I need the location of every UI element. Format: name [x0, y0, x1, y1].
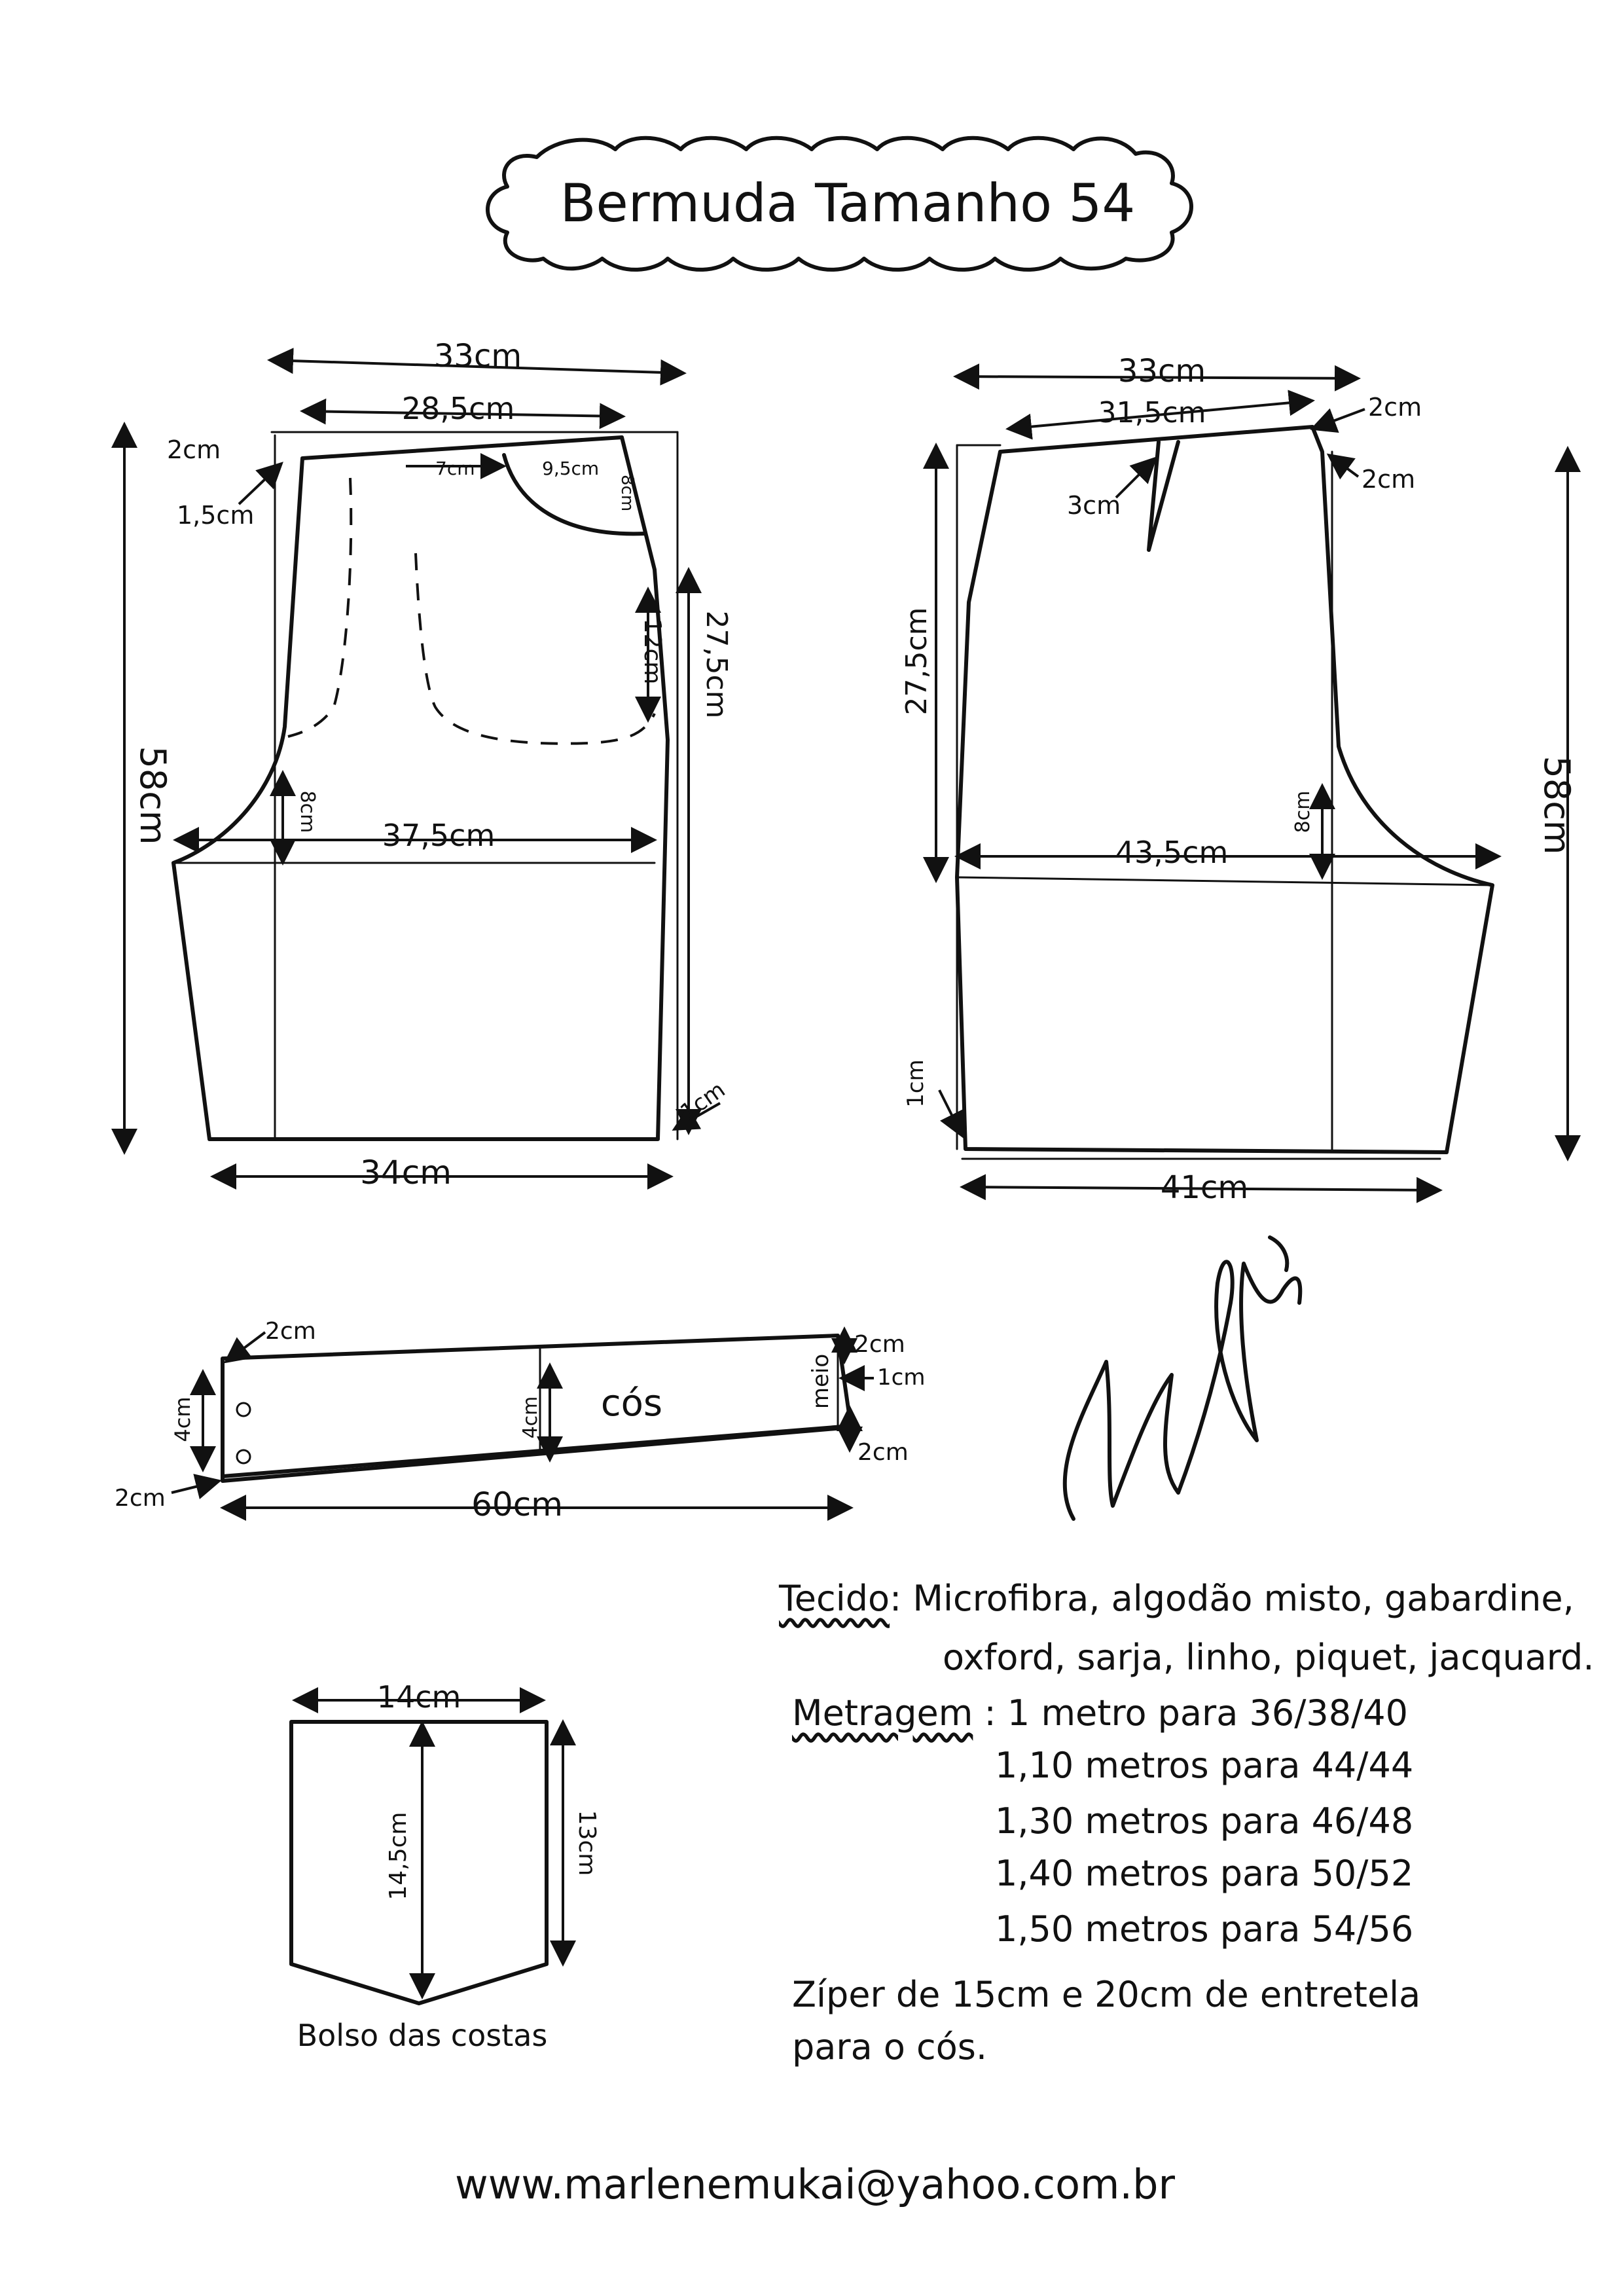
front-crotch-8cm-label: 8cm — [296, 790, 319, 833]
title-cloud — [488, 138, 1191, 270]
back-crotch-width-label: 43,5cm — [1115, 835, 1229, 870]
waistband-right-2cm-bottom-label: 2cm — [857, 1439, 909, 1466]
waistband-piece — [115, 1318, 925, 1523]
front-left-2cm-label: 2cm — [167, 435, 221, 464]
back-waist-width-label: 31,5cm — [1098, 396, 1206, 429]
back-height-58cm-label: 58cm — [1536, 756, 1578, 855]
back-piece-outline — [957, 427, 1492, 1152]
back-top-width-label: 33cm — [1117, 353, 1206, 390]
front-hem-1cm-label: 1cm — [676, 1076, 731, 1126]
front-pocket-bag-dashed — [416, 553, 655, 744]
back-hem-1cm-label: 1cm — [903, 1059, 929, 1108]
waistband-label: cós — [600, 1382, 663, 1425]
zipper-line-2: para o cós. — [792, 2026, 988, 2068]
back-crotch-line — [957, 877, 1492, 885]
front-crotch-width-label: 37,5cm — [382, 818, 496, 853]
waistband-right-2cm-top-label: 2cm — [854, 1331, 905, 1358]
back-side-27-5cm-label: 27,5cm — [900, 607, 933, 716]
front-height-58cm-label: 58cm — [132, 746, 173, 845]
waistband-length-label: 60cm — [471, 1485, 563, 1523]
signature — [1065, 1237, 1301, 1519]
front-left-1-5cm-label: 1,5cm — [177, 501, 255, 530]
front-top-width-label: 33cm — [433, 338, 522, 374]
zipper-line-1: Zíper de 15cm e 20cm de entretela — [792, 1974, 1421, 2015]
fabric-line-1: Tecido: Microfibra, algodão misto, gabardine, — [779, 1578, 1574, 1619]
waistband-center-4cm-label: 4cm — [519, 1396, 542, 1439]
yardage-item-5: 1,50 metros para 54/56 — [995, 1908, 1414, 1950]
front-side-27-5cm-label: 27,5cm — [700, 610, 733, 719]
back-dart-3cm-label: 3cm — [1067, 491, 1121, 520]
front-piece — [124, 338, 733, 1192]
back-pocket-width-label: 14cm — [376, 1679, 461, 1715]
waistband-middle-label: meio — [808, 1353, 834, 1410]
yardage-item-3: 1,30 metros para 46/48 — [995, 1800, 1414, 1842]
yardage-item-1: 1 metro para 36/38/40 — [1007, 1692, 1409, 1734]
fabric-list-1: Microfibra, algodão misto, gabardine, — [912, 1578, 1574, 1619]
front-fly-7cm-label: 7cm — [435, 458, 475, 479]
page-title: Bermuda Tamanho 54 — [560, 173, 1136, 234]
back-pocket-side-height-label: 13cm — [573, 1810, 600, 1876]
back-crotch-8cm-label: 8cm — [1291, 790, 1314, 833]
signature-scribble — [1065, 1262, 1301, 1519]
back-right-2cm-top-label: 2cm — [1368, 393, 1422, 422]
front-piece-outline — [173, 437, 668, 1139]
back-pocket-piece — [291, 1679, 600, 2053]
waistband-right-1cm-label: 1cm — [877, 1364, 926, 1391]
waistband-left-2cm-bottom-label: 2cm — [115, 1485, 166, 1512]
yardage-item-2: 1,10 metros para 44/44 — [995, 1745, 1414, 1786]
back-dart — [1149, 442, 1178, 550]
back-pocket-center-height-label: 14,5cm — [385, 1812, 412, 1901]
footer-email: www.marlenemukai@yahoo.com.br — [455, 2160, 1175, 2208]
back-hem-width-label: 41cm — [1160, 1169, 1249, 1206]
front-waist-width-label: 28,5cm — [401, 391, 515, 426]
waistband-button-top — [237, 1403, 250, 1416]
back-pocket-caption: Bolso das costas — [297, 2018, 548, 2053]
front-pocket-9-5cm-label: 9,5cm — [542, 458, 600, 479]
fabric-line-2: oxford, sarja, linho, piquet, jacquard. — [943, 1637, 1595, 1678]
yardage-item-4: 1,40 metros para 50/52 — [995, 1853, 1414, 1894]
back-right-2cm-label: 2cm — [1362, 465, 1416, 494]
waistband-left-2cm-top-label: 2cm — [265, 1318, 316, 1345]
waistband-button-bottom — [237, 1450, 250, 1463]
front-side-12cm-label: 12cm — [639, 618, 666, 685]
waistband-height-4cm-label: 4cm — [170, 1396, 195, 1442]
front-hem-width-label: 34cm — [360, 1154, 452, 1192]
yardage-line-1: Metragem : 1 metro para 36/38/40 — [792, 1692, 1409, 1734]
yardage-label: Metragem — [792, 1692, 973, 1734]
front-pocket-8cm-label: 8cm — [617, 475, 637, 512]
fabric-label: Tecido — [779, 1578, 890, 1619]
back-piece — [900, 353, 1578, 1206]
back-pocket-outline — [291, 1722, 547, 2003]
